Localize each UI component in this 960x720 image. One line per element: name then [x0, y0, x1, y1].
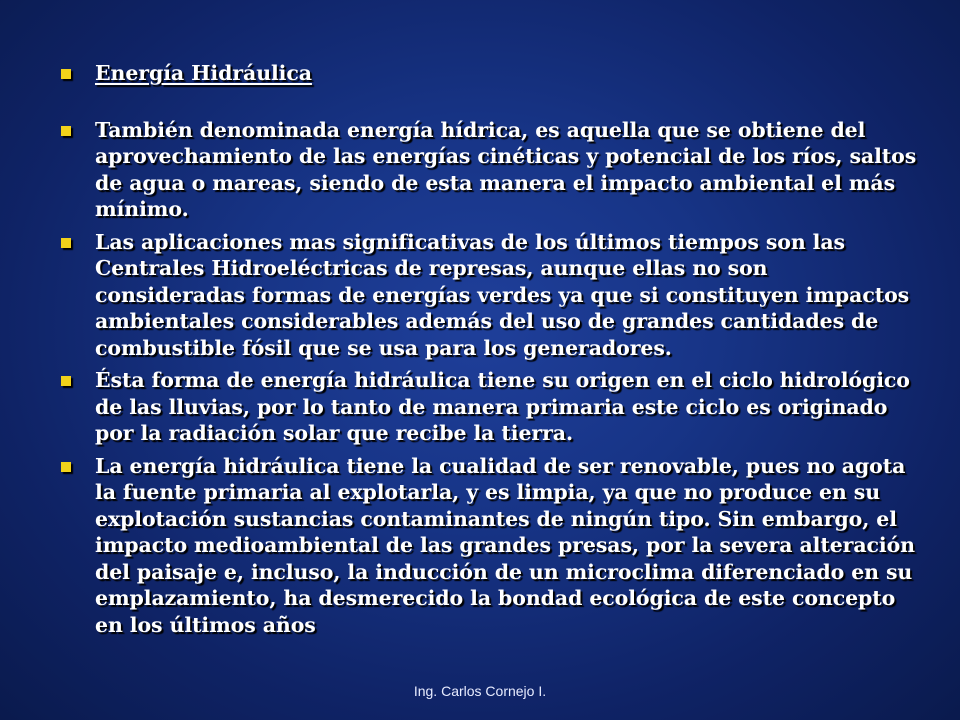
bullet-text: La energía hidráulica tiene la cualidad de ser renovable, pues no agota la fuente primaria al explotarla, y es limpia, ya que no produce en su explotación sustancias contaminantes de ningún tipo. Sin embargo, el impacto medioambiental de las grandes presas, por la severa alteración del paisaje e, incluso, la inducción de un microclima diferenciado en su emplazamiento, ha desmerecido la bondad ecológica de este concepto en los últimos años: [95, 453, 915, 637]
square-bullet-icon: [61, 462, 71, 472]
square-bullet-icon: [61, 238, 71, 248]
slide-footer: Ing. Carlos Cornejo I.: [413, 683, 547, 699]
bullet-text: Las aplicaciones mas significativas de los últimos tiempos son las Centrales Hidroeléctricas de represas, aunque ellas no son consideradas formas de energías verdes ya que si constituyen impactos ambientales considerables además del uso de grandes cantidades de combustible fósil que se usa para los generadores.: [95, 229, 910, 360]
bullet-item: [58, 453, 918, 639]
bullet-item: [58, 117, 918, 223]
bullet-text: Ésta forma de energía hidráulica tiene su origen en el ciclo hidrológico de las lluvias, por lo tanto de manera primaria este ciclo es originado por la radiación solar que recibe la tierra.: [95, 368, 910, 445]
slide-heading: Energía Hidráulica: [95, 61, 312, 85]
square-bullet-icon: [61, 69, 71, 79]
bullet-item: [58, 229, 918, 362]
square-bullet-icon: [61, 376, 71, 386]
bullet-list: [58, 60, 918, 638]
square-bullet-icon: [61, 126, 71, 136]
bullet-item: [58, 367, 918, 447]
heading-item: [58, 60, 918, 87]
bullet-text: También denominada energía hídrica, es aquella que se obtiene del aprovechamiento de las energías cinéticas y potencial de los ríos, saltos de agua o mareas, siendo de esta manera el impacto ambiental el más mínimo.: [95, 117, 917, 221]
